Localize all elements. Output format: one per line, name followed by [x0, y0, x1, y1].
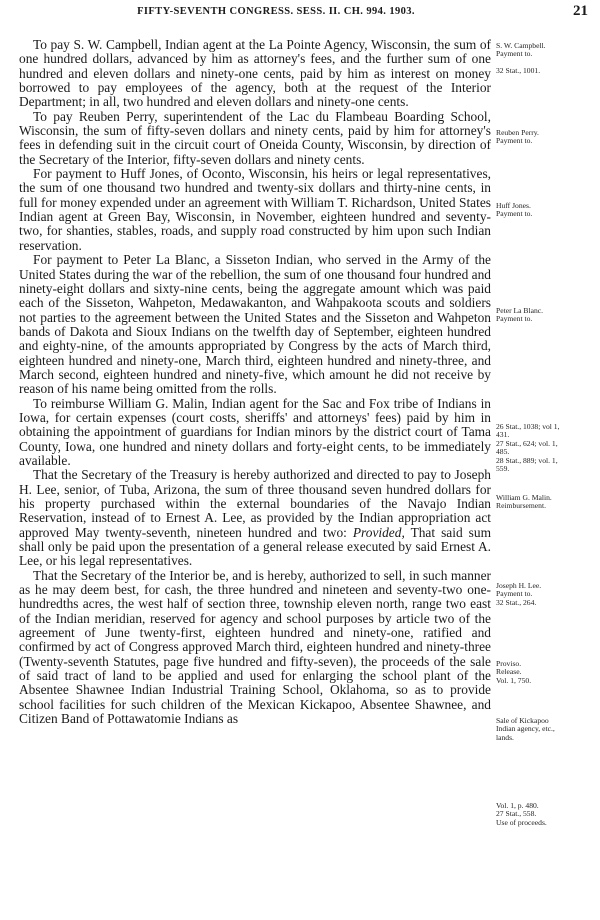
- margin-note-line: Joseph H. Lee.: [496, 581, 542, 590]
- margin-note-perry: [496, 129, 598, 146]
- page-number: 21: [573, 3, 588, 19]
- margin-note-line: 27 Stat., 558.: [496, 809, 537, 819]
- margin-note-line: Payment to.: [496, 136, 533, 146]
- paragraph-malin: To reimburse William G. Malin, Indian agent for the Sac and Fox tribe of Indians in Iowa, for certain expenses (court costs, sheriffs' and attorneys' fees) paid by him in obtaining the appointment of guardians for Indian minors by the district court of Tama County, Iowa, one hundred and ninety dollars and forty-eight cents, to be immediately available.: [19, 395, 491, 468]
- margin-note-line: 485.: [496, 447, 510, 457]
- margin-note-line: Reuben Perry.: [496, 128, 539, 137]
- margin-note-line: Proviso.: [496, 659, 522, 668]
- margin-note-line: S. W. Campbell.: [496, 41, 546, 50]
- paragraph-perry: To pay Reuben Perry, superintendent of the Lac du Flambeau Boarding School, Wisconsin, the sum of fifty-seven dollars and ninety cents, paid by him for attorney's fees in defending suit in the circuit court of Oneida County, Wisconsin, by direction of the Secretary of the Interior, fifty-seven dollars and ninety cents.: [19, 108, 491, 167]
- margin-note-line: Use of proceeds.: [496, 817, 547, 827]
- margin-note-line: 32 Stat., 1001.: [496, 66, 541, 76]
- margin-note-kickapoo-statutes: [496, 802, 598, 827]
- lee-text: That the Secretary of the Treasury is hereby authorized and directed to pay to Joseph H. Lee, senior, of Tuba, Arizona, the sum of three thousand seven hundred dollars for his property purchased within the external boundaries of the Navajo Indian Reservation, instead of to Ernest A. Lee, as provided by the Indian appropriation act approved May twenty-seventh, nineteen hundred and two:: [19, 467, 491, 540]
- margin-note-line: Payment to.: [496, 209, 533, 219]
- paragraph-jones: For payment to Huff Jones, of Oconto, Wisconsin, his heirs or legal representatives, the sum of one thousand two hundred and twenty-six dollars and thirty-nine cents, in full for money expended under an agreement with William T. Richardson, United States Indian agent at Green Bay, Wisconsin, in November, eighteen hundred and seventy-two, for shanties, stables, roads, and supply road constructed by him upon such Indian reservation.: [19, 166, 491, 253]
- margin-note-malin: [496, 494, 598, 511]
- margin-note-line: Huff Jones.: [496, 201, 531, 210]
- margin-note-line: William G. Malin.: [496, 493, 552, 502]
- paragraph-kickapoo-sale: That the Secretary of the Interior be, and is hereby, authorized to sell, in such manner as he may deem best, for cash, the three hundred and nineteen and seventy-two one-hundredths acres, the west half of section three, township eleven north, range two east of the Indian meridian, reserved for agency and school purposes by article two of the agreement of June twenty-first, eighteen hundred and ninety-one, ratified and confirmed by act of Congress approved March third, eighteen hundred and ninety-three (Twenty-seventh Statutes, page five hundred and fifty-seven), the proceeds of the sale of said tract of land to be applied and used for enlarging the school plant of the Absentee Shawnee Indian Industrial Training School, Oklahoma, so as to provide school facilities for such children of the Mexican Kickapoo, Absentee Shawnee, and Citizen Band of Pottawatomie Indians as: [19, 567, 491, 727]
- statute-text: [19, 38, 491, 727]
- margin-note-line: Payment to.: [496, 314, 533, 324]
- margin-note-line: 32 Stat., 264.: [496, 597, 537, 607]
- paragraph-lee: [19, 468, 491, 568]
- margin-note-line: 559.: [496, 464, 510, 474]
- margin-note-lee: [496, 582, 598, 607]
- margin-note-line: lands.: [496, 732, 514, 742]
- margin-note-line: Reimbursement.: [496, 501, 546, 511]
- paragraph-campbell: To pay S. W. Campbell, Indian agent at the La Pointe Agency, Wisconsin, the sum of one hundred dollars, advanced by him as attorney's fees, and the further sum of one hundred and eleven dollars and ninety-one cents, paid by him as interest on money borrowed to pay employees of the agency, both at the request of the Interior Department; in all, two hundred and eleven dollars and ninety-one cents.: [19, 37, 491, 110]
- running-header: FIFTY-SEVENTH CONGRESS. SESS. II. CH. 994. 1903.: [137, 6, 415, 17]
- paragraph-la-blanc: For payment to Peter La Blanc, a Sisseton Indian, who served in the Army of the United States during the war of the rebellion, the sum of one thousand four hundred and ninety-eight dollars and sixty-nine cents, being the aggregate amount which was paid each of the Sisseton, Wahpeton, Medawakanton, and Wahpakoota scouts and soldiers not parties to the agreement between the United States and the Sisseton and Wahpeton bands of Dakota and Sioux Indians on the twelfth day of September, eighteen hundred and eighty-nine, of the amounts appropriated by Congress by the acts of March third, eighteen hundred and ninety-one, March third, eighteen hundred and ninety-three, and March second, eighteen hundred and ninety-five, which amount he did not receive by reason of his name being omitted from the rolls.: [19, 252, 491, 397]
- margin-note-line: 26 Stat., 1038; vol 1,: [496, 422, 560, 431]
- margin-note-campbell: [496, 42, 598, 76]
- margin-note-line: Payment to.: [496, 49, 533, 59]
- margin-note-line: Indian agency, etc.,: [496, 724, 555, 734]
- margin-note-proviso: [496, 660, 598, 685]
- margin-note-line: Release.: [496, 667, 522, 677]
- margin-note-line: Peter La Blanc.: [496, 306, 544, 315]
- margin-note-line: 431.: [496, 430, 510, 440]
- proviso-word: Provided,: [352, 524, 405, 540]
- margin-note-jones: [496, 202, 598, 219]
- margin-note-kickapoo: [496, 717, 598, 742]
- margin-note-la-blanc-statutes: [496, 423, 598, 473]
- margin-note-line: 28 Stat., 889; vol. 1,: [496, 455, 558, 465]
- margin-note-line: Payment to.: [496, 589, 533, 599]
- proviso-text: That said sum shall only be paid upon the presentation of a general release executed by said Ernest A. Lee, or his legal representatives.: [19, 524, 491, 569]
- margin-note-line: Vol. 1, 750.: [496, 675, 532, 685]
- margin-note-line: Vol. 1, p. 480.: [496, 801, 539, 810]
- margin-note-la-blanc: [496, 307, 598, 324]
- margin-note-line: 27 Stat., 624; vol. 1,: [496, 438, 558, 448]
- margin-note-line: Sale of Kickapoo: [496, 716, 549, 725]
